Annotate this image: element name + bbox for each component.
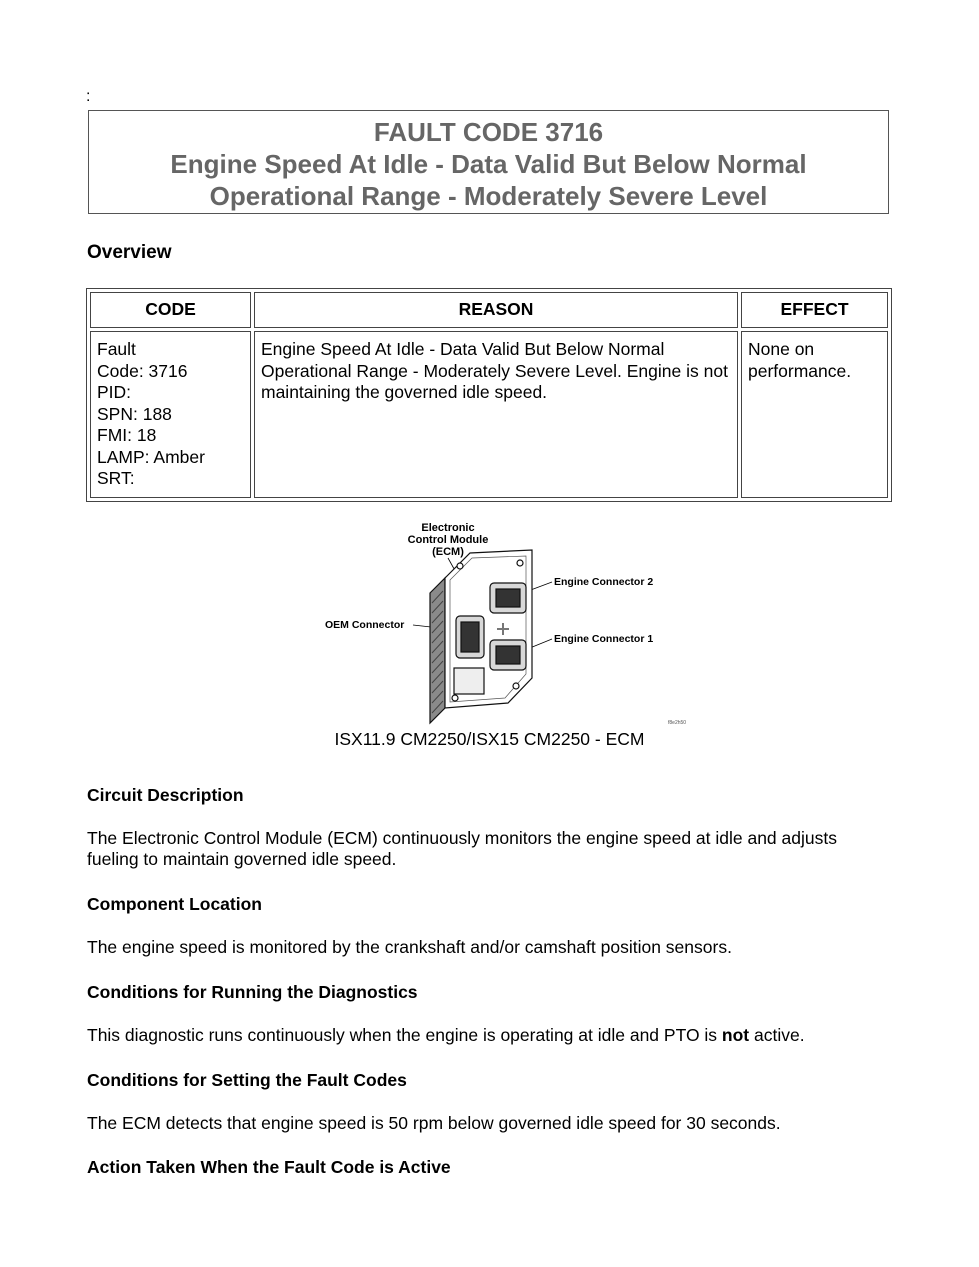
code-line-spn: SPN: 188 (97, 403, 172, 424)
overview-table (86, 288, 892, 502)
code-line-lamp: LAMP: Amber (97, 446, 205, 467)
component-location-heading: Component Location (87, 894, 262, 914)
running-conditions-emphasis: not (721, 1025, 750, 1045)
running-conditions-heading: Conditions for Running the Diagnostics (87, 982, 418, 1002)
ecm-illustration (320, 518, 700, 728)
figure-caption: ISX11.9 CM2250/ISX15 CM2250 - ECM (334, 729, 645, 749)
figure-label-engine-connector-2: Engine Connector 2 (554, 576, 654, 588)
figure-label-ecm-3: (ECM) (432, 546, 464, 558)
column-header-reason: REASON (254, 292, 738, 328)
code-line-fmi: FMI: 18 (97, 425, 157, 445)
circuit-description-text: The Electronic Control Module (ECM) continuously monitors the engine speed at idle and adjusts fueling to maintain governed idle speed. (87, 828, 837, 869)
code-line-code: Code: 3716 (97, 360, 188, 381)
code-line-pid: PID: (97, 382, 132, 402)
running-conditions-text-end: active. (749, 1025, 805, 1045)
leading-colon: : (86, 88, 91, 105)
running-conditions-text-start: This diagnostic runs continuously when the engine is operating at idle and PTO is (87, 1025, 722, 1045)
overview-heading: Overview (87, 242, 172, 263)
figure-label-ecm-1: Electronic (421, 522, 475, 534)
figure-label-oem-connector: OEM Connector (325, 619, 405, 631)
code-line-srt: SRT: (97, 468, 135, 488)
figure-label-engine-connector-1: Engine Connector 1 (554, 633, 654, 645)
column-header-code: CODE (90, 292, 251, 328)
component-location-text: The engine speed is monitored by the crankshaft and/or camshaft position sensors. (87, 937, 732, 957)
running-conditions-text (87, 1025, 887, 1046)
circuit-description-heading: Circuit Description (87, 785, 244, 805)
effect-cell: None on performance. (741, 331, 888, 498)
fault-title-box (88, 110, 889, 214)
figure-reference: f8e2h50 (668, 720, 687, 726)
column-header-effect: EFFECT (741, 292, 888, 328)
setting-conditions-text: The ECM detects that engine speed is 50 rpm below governed idle speed for 30 seconds. (87, 1113, 781, 1133)
reason-cell: Engine Speed At Idle - Data Valid But Below Normal Operational Range - Moderately Severe Level. Engine is not maintaining the governed idle speed. (254, 331, 738, 498)
figure-label-ecm-2: Control Module (407, 534, 489, 546)
action-taken-heading: Action Taken When the Fault Code is Active (87, 1157, 451, 1177)
fault-title-line-2: Engine Speed At Idle - Data Valid But Below Normal (170, 149, 807, 179)
table-header-row (90, 292, 888, 328)
fault-code-title: FAULT CODE 3716 (373, 117, 604, 147)
ecm-module-body (430, 550, 532, 723)
code-cell (90, 331, 251, 498)
fault-title-line-3: Operational Range - Moderately Severe Level (209, 181, 768, 211)
table-row (90, 331, 888, 498)
setting-conditions-heading: Conditions for Setting the Fault Codes (87, 1070, 407, 1090)
code-line-fault: Fault (97, 339, 136, 359)
